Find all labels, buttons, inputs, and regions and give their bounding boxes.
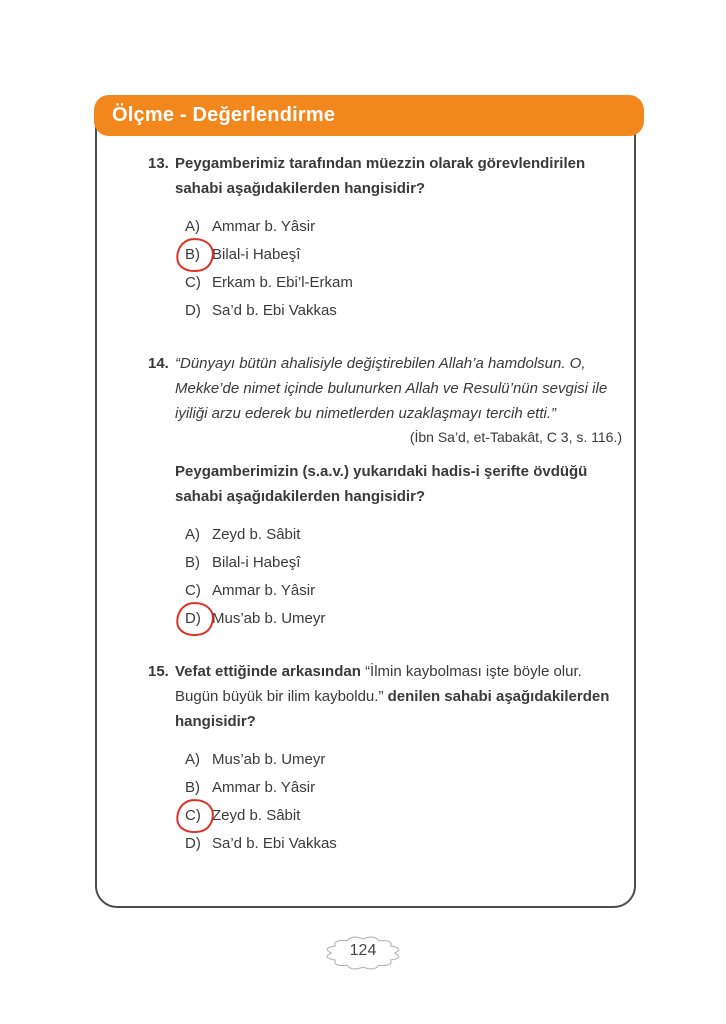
option-letter: B) [185, 779, 200, 796]
option-text: Ammar b. Yâsir [212, 779, 316, 796]
option-text: Zeyd b. Sâbit [212, 526, 301, 543]
options-list [185, 746, 622, 858]
option-letter-circled: B) [185, 241, 212, 269]
option-a [185, 213, 622, 241]
options-list [185, 521, 622, 633]
page-number-badge [317, 929, 409, 977]
question-stem: Peygamberimiz tarafından müezzin olarak görevlendirilen sahabi aşağıdakilerden hangisidir? [175, 155, 586, 197]
option-text: Sa’d b. Ebi Vakkas [212, 302, 337, 319]
option-letter: D) [185, 302, 201, 319]
option-d [185, 297, 622, 325]
option-text: Mus’ab b. Umeyr [212, 751, 326, 768]
question-13 [95, 151, 636, 325]
question-number: 14. [148, 355, 169, 372]
option-d [185, 830, 622, 858]
option-letter: B) [185, 554, 200, 571]
option-letter-circled: C) [185, 802, 212, 830]
option-letter-circled: D) [185, 605, 212, 633]
questions-area [95, 136, 636, 884]
hadith-quote: “Dünyayı bütün ahalisiyle değiştirebilen Allah’a hamdolsun. O, Mekke’de nimet içinde bulunurken Allah ve Resulü’nün sevgisi ile iyiliği arzu ederek bu nimetlerden uzaklaşmayı tercih etti.” [175, 355, 608, 422]
option-a [185, 521, 622, 549]
page-number: 124 [349, 942, 377, 959]
option-letter: D) [185, 835, 201, 852]
option-text: Bilal-i Habeşî [212, 246, 301, 263]
question-14 [95, 351, 636, 633]
option-b [185, 549, 622, 577]
option-letter: A) [185, 526, 200, 543]
option-text: Ammar b. Yâsir [212, 218, 316, 235]
option-text: Bilal-i Habeşî [212, 554, 301, 571]
option-b [185, 774, 622, 802]
option-b [185, 241, 622, 269]
option-letter: C) [185, 274, 201, 291]
option-text: Ammar b. Yâsir [212, 582, 316, 599]
option-text: Erkam b. Ebi’l-Erkam [212, 274, 353, 291]
option-text: Zeyd b. Sâbit [212, 807, 301, 824]
option-letter: A) [185, 751, 200, 768]
option-c [185, 577, 622, 605]
option-text: Sa’d b. Ebi Vakkas [212, 835, 337, 852]
quote-citation: (İbn Sa’d, et-Tabakât, C 3, s. 116.) [409, 429, 622, 445]
options-list [185, 213, 622, 325]
option-c [185, 269, 622, 297]
option-letter: C) [185, 582, 201, 599]
stem-bold-lead: Vefat ettiğinde arkasından [175, 663, 366, 680]
option-c [185, 802, 622, 830]
question-number: 15. [148, 663, 169, 680]
stem-bold-tail: denilen sahabi aşağıdakilerden hangisidir? [175, 688, 610, 730]
question-15 [95, 659, 636, 858]
option-a [185, 746, 622, 774]
option-letter: A) [185, 218, 200, 235]
section-title: Ölçme - Değerlendirme [112, 104, 336, 126]
question-number: 13. [148, 155, 169, 172]
option-text: Mus’ab b. Umeyr [212, 610, 326, 627]
question-stem [175, 659, 622, 734]
question-stem: Peygamberimizin (s.a.v.) yukarıdaki hadis-i şerifte övdüğü sahabi aşağıdakilerden hangisidir? [175, 463, 588, 505]
option-d [185, 605, 622, 633]
stem-quote: “İlmin kaybolması işte böyle olur. Bugün büyük bir ilim kayboldu.” [175, 663, 582, 705]
section-header-banner [94, 95, 644, 136]
